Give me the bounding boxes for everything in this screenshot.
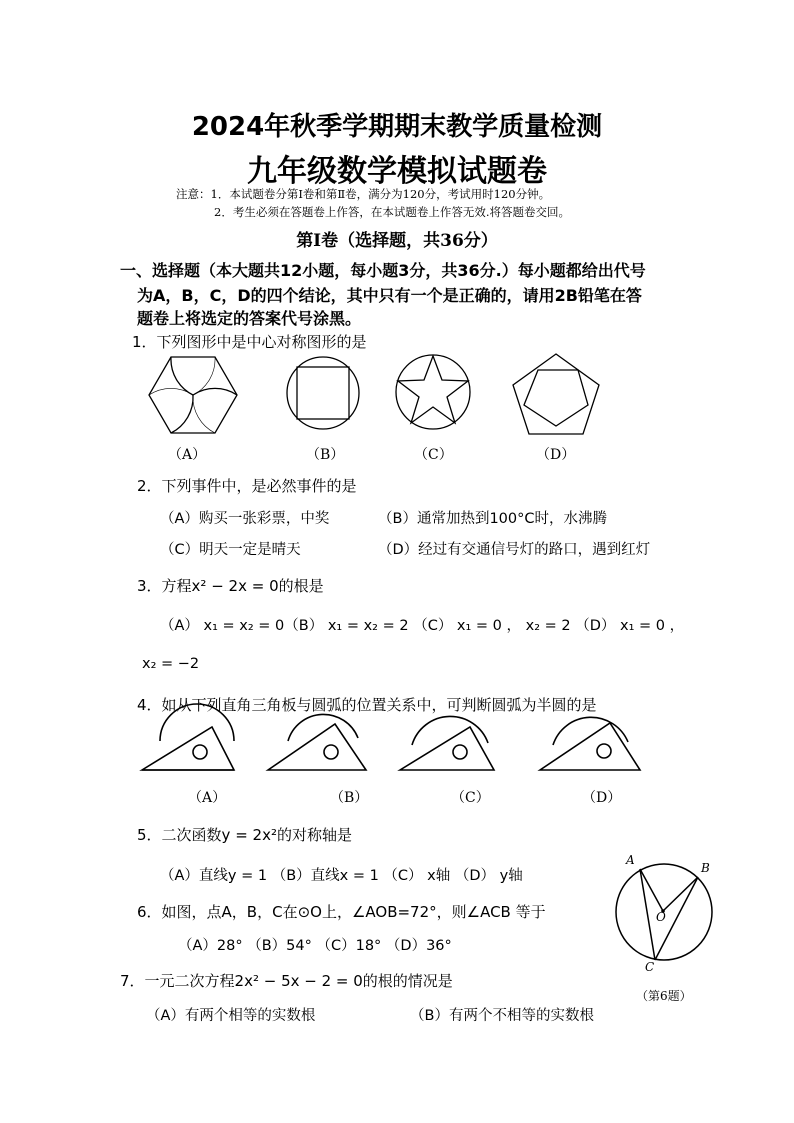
exam-title: 2024年秋季学期期末教学质量检测 xyxy=(191,112,603,142)
q6-figure-caption: （第6题） xyxy=(636,989,692,1003)
q5-options: （A）直线y = 1 （B）直线x = 1 （C） x轴 （D） y轴 xyxy=(160,868,523,884)
q1-caption-d: （D） xyxy=(536,447,576,463)
q6-label-c: C xyxy=(645,960,655,974)
q4-caption-a: （A） xyxy=(188,790,227,806)
section-line-3: 题卷上将选定的答案代号涂黑。 xyxy=(137,309,362,328)
q6-label-a: A xyxy=(626,853,635,867)
section-line-2: 为A，B，C，D的四个结论，其中只有一个是正确的，请用2B铅笔在答 xyxy=(137,286,642,305)
q7-option-a: （A）有两个相等的实数根 xyxy=(146,1008,316,1024)
q1-caption-c: （C） xyxy=(414,447,453,463)
q4-caption-b: （B） xyxy=(330,790,369,806)
q2-option-d: （D）经过有交通信号灯的路口，遇到红灯 xyxy=(378,542,651,558)
q6-label-o: O xyxy=(656,910,666,924)
q4-caption-c: （C） xyxy=(451,790,490,806)
q4-caption-d: （D） xyxy=(582,790,622,806)
q1-caption-a: （A） xyxy=(168,447,207,463)
q3-options-continued: x₂ = −2 xyxy=(142,656,200,672)
q5-stem: 5．二次函数y = 2x²的对称轴是 xyxy=(137,826,352,844)
q6-options: （A）28° （B）54° （C）18° （D）36° xyxy=(178,938,452,954)
note-line-2: 2．考生必须在答题卷上作答，在本试题卷上作答无效.将答题卷交回。 xyxy=(214,205,570,219)
q2-stem: 2．下列事件中，是必然事件的是 xyxy=(137,477,357,495)
q6-label-b: B xyxy=(701,861,710,875)
q1-stem: 1．下列图形中是中心对称图形的是 xyxy=(132,333,367,351)
section-line-1: 一、选择题（本大题共12小题，每小题3分，共36分.）每小题都给出代号 xyxy=(120,261,646,280)
q7-stem: 7．一元二次方程2x² − 5x − 2 = 0的根的情况是 xyxy=(120,972,453,990)
q7-option-b: （B）有两个不相等的实数根 xyxy=(410,1008,594,1024)
exam-subtitle: 九年级数学模拟试题卷 xyxy=(247,154,547,189)
q3-stem: 3．方程x² − 2x = 0的根是 xyxy=(137,577,324,595)
q4-stem: 4．如从下列直角三角板与圆弧的位置关系中，可判断圆弧为半圆的是 xyxy=(137,696,597,714)
q6-stem: 6．如图，点A，B，C在⊙O上，∠AOB=72°，则∠ACB 等于 xyxy=(137,903,546,921)
q2-option-a: （A）购买一张彩票，中奖 xyxy=(160,511,330,527)
q2-option-c: （C）明天一定是晴天 xyxy=(160,542,301,558)
q3-options: （A） x₁ = x₂ = 0（B） x₁ = x₂ = 2 （C） x₁ = 0 ， x₂ = 2 （D） x₁ = 0 ， xyxy=(160,618,685,634)
q1-caption-b: （B） xyxy=(306,447,345,463)
note-line-1: 注意：1．本试题卷分第Ⅰ卷和第Ⅱ卷，满分为120分，考试用时120分钟。 xyxy=(176,187,551,201)
part-title: 第Ⅰ卷（选择题，共36分） xyxy=(296,231,498,251)
q2-option-b: （B）通常加热到100°C时，水沸腾 xyxy=(378,511,607,527)
